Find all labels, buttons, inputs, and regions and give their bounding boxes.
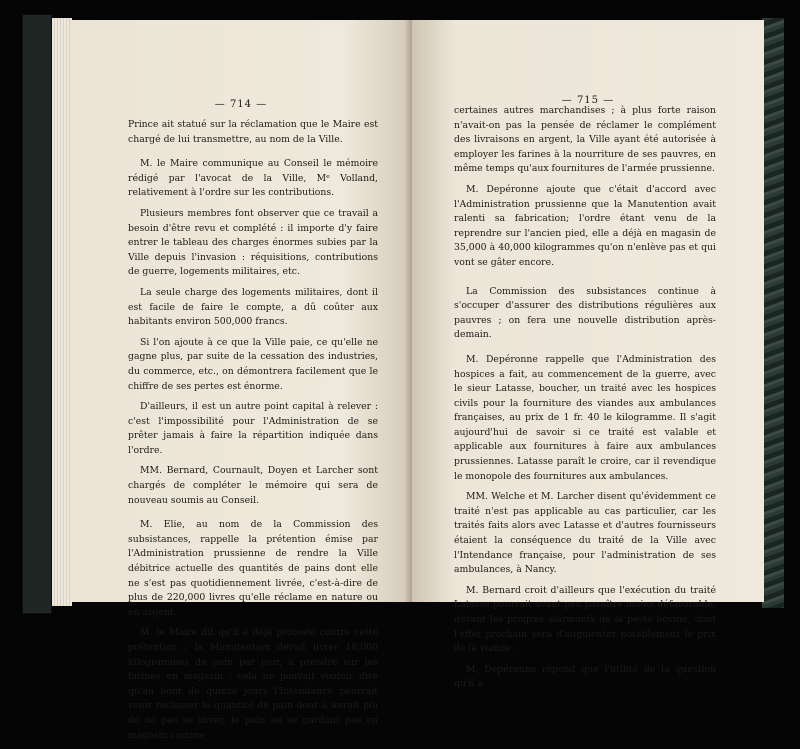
paragraph: M. Bernard croit d'ailleurs que l'exécution du traité Latasse pourrait avant peu paraître moins défavorable, devant les progrès alarmants de la peste bovine, dont l'effet prochain sera d'augmenter notablement le prix de la viande.	[454, 584, 716, 655]
page-number: — 714 —	[214, 99, 268, 110]
page-number: — 715 —	[561, 95, 615, 106]
paragraph: M. Elie, au nom de la Commission des subsistances, rappelle la prétention émise par l'Administration prussienne de rendre la Ville débitrice actuelle des quantités de pains dont elle ne s'est pas quotidiennement livrée, c'est-à-dire de plus de 220,000 livres qu'elle réclame en nature ou en argent.	[128, 519, 378, 618]
paragraph: M. le Maire dit qu'il a déjà protesté contre cette prétention ; la Manutention devait livrer 18,000 kilogrammes de pain par jour, à prendre sur les farines en magasin ; cela ne pouvait vouloir dire qu'au bout de quinze jours l'Intendance pourrait venir réclamer la quantité de pain dont il aurait plu de ne pas se livrer, le pain ne se gardant pas en magasin comme	[128, 627, 378, 741]
page-edges	[52, 18, 72, 606]
paragraph: M. Depéronne rappelle que l'Administration des hospices a fait, au commencement de la guerre, avec le sieur Latasse, boucher, un traité avec les hospices civils pour la fourniture des viandes aux ambulances françaises, au prix de 1 fr. 40 le kilogramme. Il s'agit aujourd'hui de savoir si ce traité est valable et applicable aux fournitures à faire aux ambulances prussiennes. Latasse paraît le croire, car il revendique le monopole des fournitures aux ambulances.	[454, 353, 716, 482]
text-column	[128, 118, 378, 749]
paragraph: certaines autres marchandises ; à plus forte raison n'avait-on pas la pensée de réclamer le complément des livraisons en argent, la Ville ayant été autorisée à employer les farines à la nourriture de ses pauvres, en même temps qu'aux fournitures de l'armée prussienne.	[454, 105, 716, 175]
paragraph: Plusieurs membres font observer que ce travail a besoin d'être revu et complété : il importe d'y faire entrer le tableau des charges énormes subies par la Ville depuis l'invasion : réquisitions, contributions de guerre, logements militaires, etc.	[128, 207, 378, 278]
paragraph: MM. Welche et M. Larcher disent qu'évidemment ce traité n'est pas applicable au cas particulier, car les traités faits alors avec Latasse et d'autres fournisseurs étaient la conséquence du traité de la Ville avec l'Intendance française, pour l'administration de ses ambulances, à Nancy.	[454, 491, 716, 576]
paragraph: M. Depéronne répond que l'utilité de la question qu'il a	[454, 663, 716, 690]
left-page	[70, 20, 412, 741]
paragraph: La Commission des subsistances continue à s'occuper d'assurer des distributions régulières aux pauvres ; on fera une nouvelle distribution après-demain.	[454, 285, 716, 341]
paragraph: M. Depéronne ajoute que c'était d'accord avec l'Administration prussienne que la Manutention avait ralenti sa fabrication; l'ordre étant venu de la reprendre sur l'ancien pied, elle a déjà en magasin de 35,000 à 40,000 kilogrammes qu'on n'enlève pas et qui vont se gâter encore.	[454, 183, 716, 268]
marbled-cover-right	[762, 18, 784, 608]
right-page	[412, 20, 764, 690]
paragraph: La seule charge des logements militaires, dont il est facile de faire le compte, a dû coûter aux habitants environ 500,000 francs.	[128, 286, 378, 328]
paragraph: MM. Bernard, Cournault, Doyen et Larcher sont chargés de compléter le mémoire qui sera de nouveau soumis au Conseil.	[128, 465, 378, 506]
paragraph: D'ailleurs, il est un autre point capital à relever : c'est l'impossibilité pour l'Administration de se prêter jamais à faire la répartition indiquée dans l'ordre.	[128, 401, 378, 456]
paragraph: M. le Maire communique au Conseil le mémoire rédigé par l'avocat de la Ville, Mᵉ Volland, relativement à l'ordre sur les contributions.	[128, 158, 378, 199]
paragraph: Si l'on ajoute à ce que la Ville paie, ce qu'elle ne gagne plus, par suite de la cessation des industries, du commerce, etc., on démontrera facilement que le chiffre de ses pertes est énorme.	[128, 336, 378, 392]
paragraph: Prince ait statué sur la réclamation que le Maire est chargé de lui transmettre, au nom de la Ville.	[128, 119, 378, 145]
text-column	[454, 104, 716, 698]
book-cover-left	[22, 14, 52, 614]
